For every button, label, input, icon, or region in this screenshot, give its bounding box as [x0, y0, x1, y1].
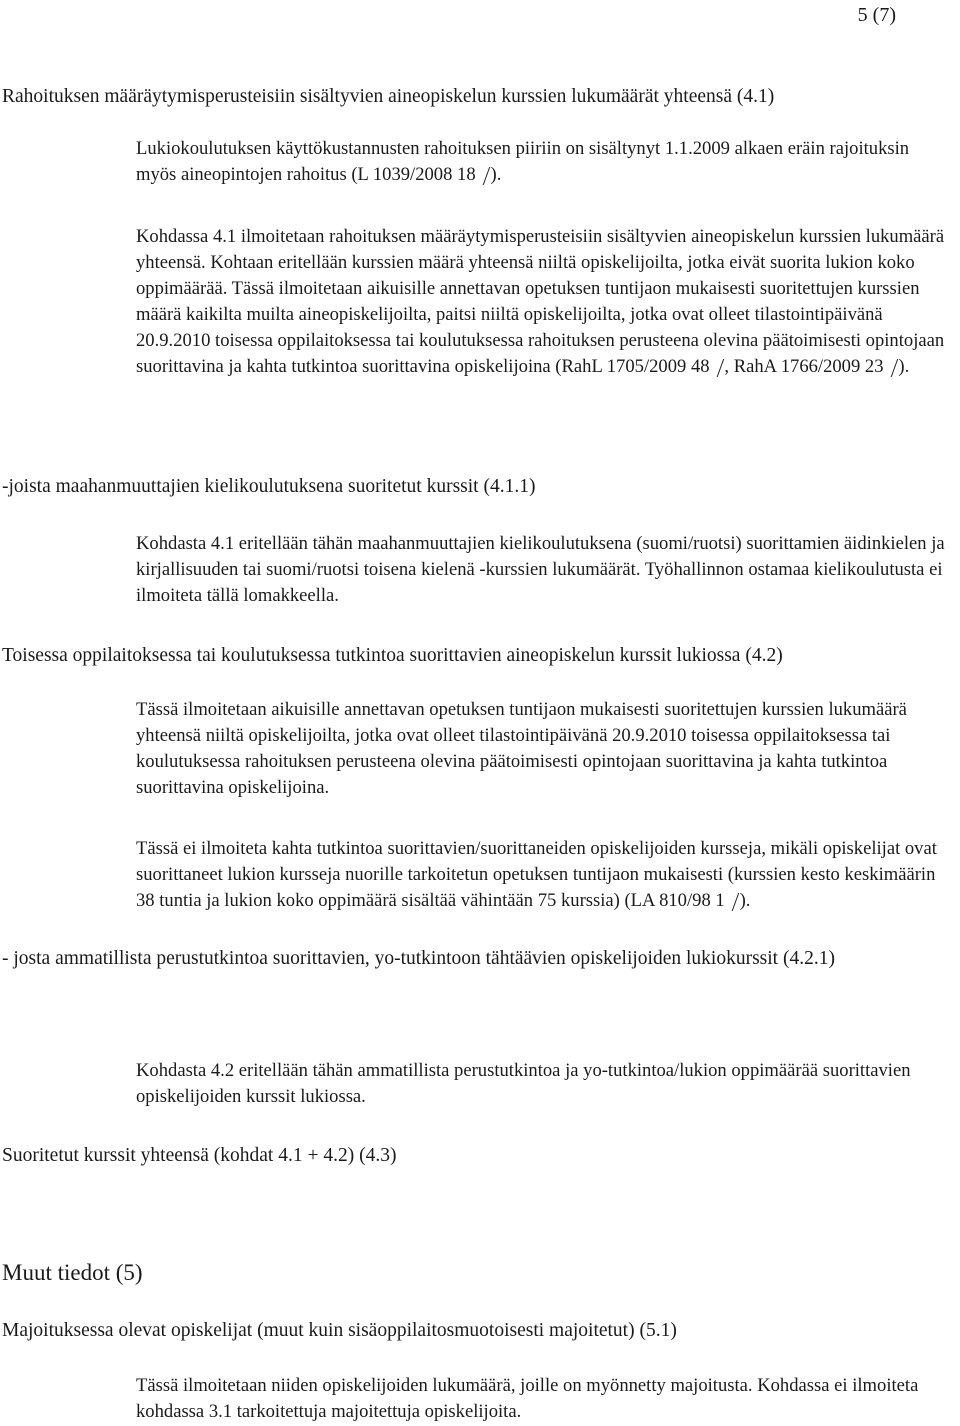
section-heading-muut-tiedot: Muut tiedot (5) — [2, 1260, 143, 1285]
heading-4-3: Suoritetut kurssit yhteensä (kohdat 4.1 + 4.2) (4.3) — [2, 1145, 397, 1166]
paragraph-5-1: Tässä ilmoitetaan niiden opiskelijoiden lukumäärä, joille on myönnetty majoitusta. Kohdassa ei ilmoiteta kohdassa 3.1 tarkoitettuja majoitettuja opiskelijoita. — [136, 1375, 919, 1422]
heading-4-2-1: - josta ammatillista perustutkintoa suorittavien, yo-tutkintoon tähtäävien opiskelijoiden lukiokurssit (4.2.1) — [2, 948, 835, 969]
paragraph-text: Lukiokoulutuksen käyttökustannusten rahoituksen piiriin on sisältynyt 1.1.2009 alkaen eräin rajoituksin myös aineopintojen rahoitus (L 1039/2008 18 — [136, 138, 910, 185]
paragraph-text: ). — [898, 356, 910, 377]
paragraph-4-2-1: Kohdasta 4.2 eritellään tähän ammatillista perustutkintoa ja yo-tutkintoa/lukion oppimäärää suorittavien opiskelijoiden kurssit lukiossa. — [136, 1060, 911, 1107]
paragraph-4-2-a: Tässä ilmoitetaan aikuisille annettavan opetuksen tuntijaon mukaisesti suoritettujen kurssien lukumäärä yhteensä niiltä opiskelijoilta, jotka ovat olleet tilastointipäivänä 20.9.2010 toisessa oppilaitoksessa tai koulutuksessa rahoituksen perusteena olevina päätoimisesti opintojaan suorittavina ja kahta tutkintoa suorittavina opiskelijoina. — [136, 699, 907, 798]
heading-4-1: Rahoituksen määräytymisperusteisiin sisältyvien aineopiskelun kurssien lukumäärät yhteensä (4.1) — [2, 86, 775, 107]
paragraph-text: Kohdassa 4.1 ilmoitetaan rahoituksen määräytymisperusteisiin sisältyvien aineopiskelun kurssien lukumäärä yhteensä. Kohtaan eritellään kurssien määrä yhteensä niiltä opiskelijoilta, jotka eivät suorita lukion koko oppimäärää. Tässä ilmoitetaan aikuisille annettavan opetuksen tuntijaon mukaisesti suoritettujen kurssien määrä kaikilta muilta aineopiskelijoilta, paitsi niiltä opiskelijoilta, jotka ovat olleet tilastointipäivänä 20.9.2010 toisessa oppilaitoksessa tai koulutuksessa rahoituksen perusteena olevina päätoimisesti opintojaan suorittavina ja kahta tutkintoa suorittavina opiskelijoina (RahL 1705/2009 48 — [136, 226, 945, 377]
heading-4-1-1: -joista maahanmuuttajien kielikoulutuksena suoritetut kurssit (4.1.1) — [2, 476, 536, 497]
paragraph-4-2-b — [136, 836, 954, 914]
paragraph-text: ). — [490, 164, 502, 185]
heading-5-1: Majoituksessa olevat opiskelijat (muut kuin sisäoppilaitosmuotoisesti majoitetut) (5.1) — [2, 1320, 677, 1341]
paragraph-4-1-1: Kohdasta 4.1 eritellään tähän maahanmuuttajien kielikoulutuksena (suomi/ruotsi) suorittamien äidinkielen ja kirjallisuuden tai suomi/ruotsi toisena kielenä -kurssien lukumäärät. Työhallinnon ostamaa kielikoulutusta ei ilmoiteta tällä lomakkeella. — [136, 533, 945, 606]
paragraph-text: , RahA 1766/2009 23 — [724, 356, 884, 377]
paragraph-4-1-details — [136, 224, 954, 380]
page-number: 5 (7) — [857, 4, 896, 26]
paragraph-text: Tässä ei ilmoiteta kahta tutkintoa suorittavien/suorittaneiden opiskelijoiden kursseja, mikäli opiskelijat ovat suorittaneet lukion kursseja nuorille tarkoitetun opetuksen tuntijaon mukaisesti (kurssien kesto keskimäärin 38 tuntia ja lukion koko oppimäärä sisältää vähintään 75 kurssia) (LA 810/98 1 — [136, 838, 937, 911]
heading-4-2: Toisessa oppilaitoksessa tai koulutuksessa tutkintoa suorittavien aineopiskelun kurssit lukiossa (4.2) — [2, 645, 783, 666]
paragraph-4-1-funding — [136, 136, 954, 188]
paragraph-text: ). — [739, 890, 751, 911]
